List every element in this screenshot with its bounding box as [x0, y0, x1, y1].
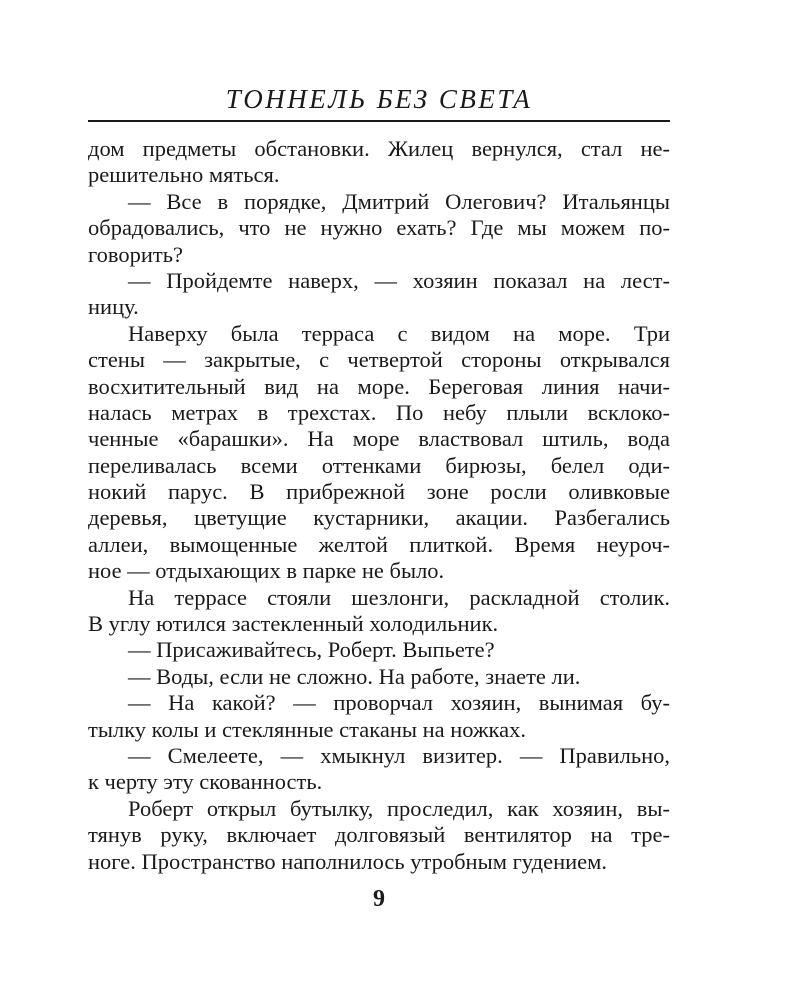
text-line: решительно мяться.: [88, 162, 280, 188]
text-line: ницу.: [88, 294, 139, 320]
text-line: деревья, цветущие кустарники, акации. Разбегались: [88, 505, 670, 531]
text-line: — Все в порядке, Дмитрий Олегович? Итальянцы: [128, 188, 670, 214]
text-line: ное — отдыхающих в парке не было.: [88, 558, 445, 584]
text-line: — Смелеете, — хмыкнул визитер. — Правильно,: [128, 742, 670, 768]
text-line: говорить?: [88, 241, 184, 267]
text-line: ноге. Пространство наполнилось утробным гудением.: [88, 848, 608, 874]
text-line: переливалась всеми оттенками бирюзы, белел оди-: [88, 452, 670, 478]
text-line: — Присаживайтесь, Роберт. Выпьете?: [128, 637, 495, 663]
text-line: тылку колы и стеклянные стаканы на ножках.: [88, 716, 526, 742]
text-line: — Пройдемте наверх, — хозяин показал на лест-: [128, 267, 670, 293]
text-line: Наверху была терраса с видом на море. Три: [128, 320, 670, 346]
text-line: — На какой? — проворчал хозяин, вынимая бу-: [128, 690, 670, 716]
body-text: [88, 136, 670, 875]
text-line: Роберт открыл бутылку, проследил, как хозяин, вы-: [128, 795, 670, 821]
text-line: обрадовались, что не нужно ехать? Где мы можем по-: [88, 215, 670, 241]
text-line: к черту эту скованность.: [88, 769, 323, 795]
page-number: 9: [373, 886, 385, 912]
text-line: аллеи, вымощенные желтой плиткой. Время неуроч-: [88, 531, 670, 557]
text-line: На террасе стояли шезлонги, раскладной столик.: [128, 584, 670, 610]
text-line: нокий парус. В прибрежной зоне росли оливковые: [88, 479, 670, 505]
header-rule: [88, 120, 670, 122]
text-line: налась метрах в трехстах. По небу плыли всклоко-: [88, 399, 670, 425]
text-line: В углу ютился застекленный холодильник.: [88, 611, 499, 637]
text-line: тянув руку, включает долговязый вентилятор на тре-: [88, 822, 670, 848]
text-line: восхитительный вид на море. Береговая линия начи-: [88, 373, 670, 399]
text-line: ченные «барашки». На море властвовал штиль, вода: [88, 426, 670, 452]
text-line: дом предметы обстановки. Жилец вернулся, стал не-: [88, 136, 670, 161]
running-title: ТОННЕЛЬ БЕЗ СВЕТА: [225, 84, 533, 114]
text-line: — Воды, если не сложно. На работе, знаете ли.: [128, 663, 581, 689]
text-line: стены — закрытые, с четвертой стороны открывался: [88, 347, 670, 373]
